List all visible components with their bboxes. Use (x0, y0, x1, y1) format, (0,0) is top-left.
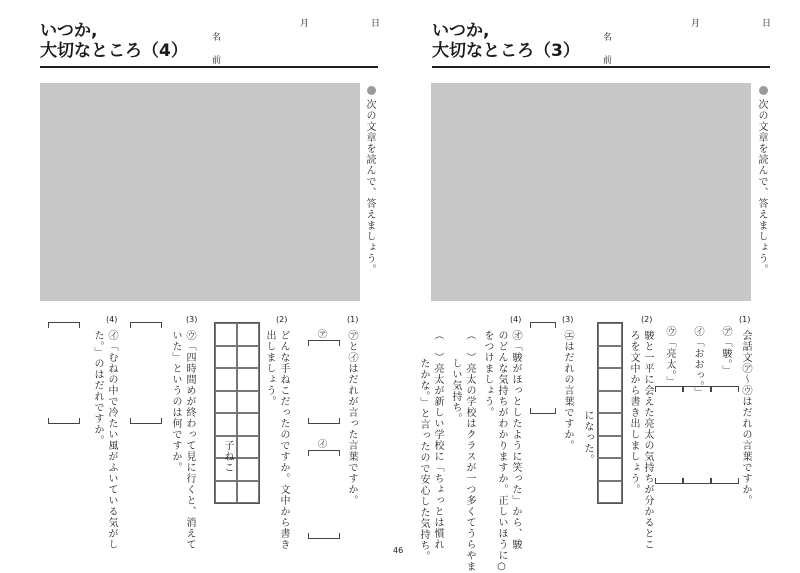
right-q4-option-2-line1[interactable]: （ ）亮太が新しい学校に「ちょっとは慣れ (432, 330, 443, 550)
left-q1-answer-a[interactable] (308, 418, 340, 424)
left-title-line1: いつか, (40, 21, 98, 41)
left-q4-text-2: た。」のはだれですか。 (92, 330, 103, 446)
right-q1-answer-c-top (655, 386, 683, 392)
right-q3-number: (3) (562, 315, 574, 324)
left-q2-text-2: 出しましょう。 (264, 330, 275, 407)
left-header-rule (40, 66, 378, 68)
right-q4-number: (4) (510, 315, 522, 324)
page-number: 46 (393, 546, 404, 555)
right-q2-text-1: 駿と一平に会えた亮太の気持ちが分かるとこ (642, 330, 653, 550)
left-q1-answer-a-top (308, 340, 340, 346)
left-instruction: 次の文章を読んで、答えましょう。 (364, 99, 375, 275)
right-q2-number: (2) (641, 315, 653, 324)
left-q1-answer-b-top (308, 450, 340, 456)
right-q1-text: 会話文㋐〜㋒はだれの言葉ですか。 (740, 330, 751, 506)
left-q2-number: (2) (276, 315, 288, 324)
right-q2-text-2: ろを文中から書き出しましょう。 (628, 330, 639, 495)
right-q1-number: (1) (739, 315, 751, 324)
left-q4-answer[interactable] (48, 418, 80, 424)
right-title-line2: 大切なところ（3） (432, 41, 580, 61)
right-q1-answer-b[interactable] (683, 478, 711, 484)
right-q1-label-a: ㋐「駿。」 (720, 326, 731, 376)
left-q1-text: ㋐と㋑はだれが言った言葉ですか。 (346, 330, 357, 506)
left-story-image (40, 83, 360, 301)
left-q1-label-a: ㋐ (318, 330, 328, 340)
right-story-image (431, 83, 751, 301)
left-q3-number: (3) (186, 315, 198, 324)
right-q3-text: ㋓はだれの言葉ですか。 (562, 330, 573, 451)
right-q1-answer-a[interactable] (711, 478, 739, 484)
right-q2-suffix: になった。 (582, 410, 593, 465)
left-name-label-2: 前 (212, 56, 222, 66)
left-q2-suffix: 子ねこ (222, 440, 233, 473)
right-q1-answer-b-top (683, 386, 711, 392)
left-month-label: 月 (300, 19, 310, 29)
left-q3-text-2: いた」というのは何ですか。 (170, 330, 181, 473)
left-q2-text-1: どんな手ねこだったのですか。文中から書き (278, 330, 289, 550)
right-month-label: 月 (691, 19, 701, 29)
left-q4-number: (4) (106, 315, 118, 324)
left-day-label: 日 (371, 19, 381, 29)
left-q3-text-1: ㋒「四時間めが終わって見に行くと、消えて (184, 330, 195, 550)
left-q1-number: (1) (347, 315, 359, 324)
right-q3-answer-top (530, 322, 556, 328)
right-q1-label-c: ㋒「亮太。」 (664, 326, 675, 387)
left-q4-text-1: ㋑「むねの中で冷たい風がふいている気がし (106, 330, 117, 550)
left-title-line2: 大切なところ（4） (40, 41, 188, 61)
right-instruction-bullet (759, 86, 768, 95)
right-title-line1: いつか, (432, 21, 490, 41)
right-q1-answer-c[interactable] (655, 478, 683, 484)
right-q4-text-1: ㋔「駿がほっとしたように笑った」から、駿 (510, 330, 521, 550)
right-q4-option-1-line2: しい気持ち。 (450, 358, 461, 424)
left-q1-answer-b[interactable] (308, 533, 340, 539)
right-q4-option-2-line2: たかな。」と言ったので安心した気持ち。 (418, 358, 429, 562)
right-instruction: 次の文章を読んで、答えましょう。 (756, 99, 767, 275)
left-q3-answer-top (130, 322, 162, 328)
left-instruction-bullet (367, 86, 376, 95)
right-q2-answer-grid[interactable] (597, 322, 623, 504)
right-header-rule (432, 66, 770, 68)
left-q3-answer[interactable] (130, 418, 162, 424)
left-q1-label-b: ㋑ (318, 440, 328, 450)
right-day-label: 日 (762, 19, 772, 29)
left-name-label-1: 名 (212, 33, 222, 43)
right-q1-answer-a-top (711, 386, 739, 392)
right-q3-answer[interactable] (530, 408, 556, 414)
right-name-label-2: 前 (603, 56, 613, 66)
right-q4-option-1-line1[interactable]: （ ）亮太の学校はクラスが一つ多くてうらやま (464, 330, 475, 572)
right-name-label-1: 名 (603, 33, 613, 43)
right-q4-text-3: をつけましょう。 (482, 330, 493, 418)
right-q4-text-2: のどんな気持ちがわかりますか。正しいほうに○ (496, 330, 507, 573)
right-q1-label-b: ㋑「おおっ。」 (692, 326, 703, 398)
left-q4-answer-top (48, 322, 80, 328)
